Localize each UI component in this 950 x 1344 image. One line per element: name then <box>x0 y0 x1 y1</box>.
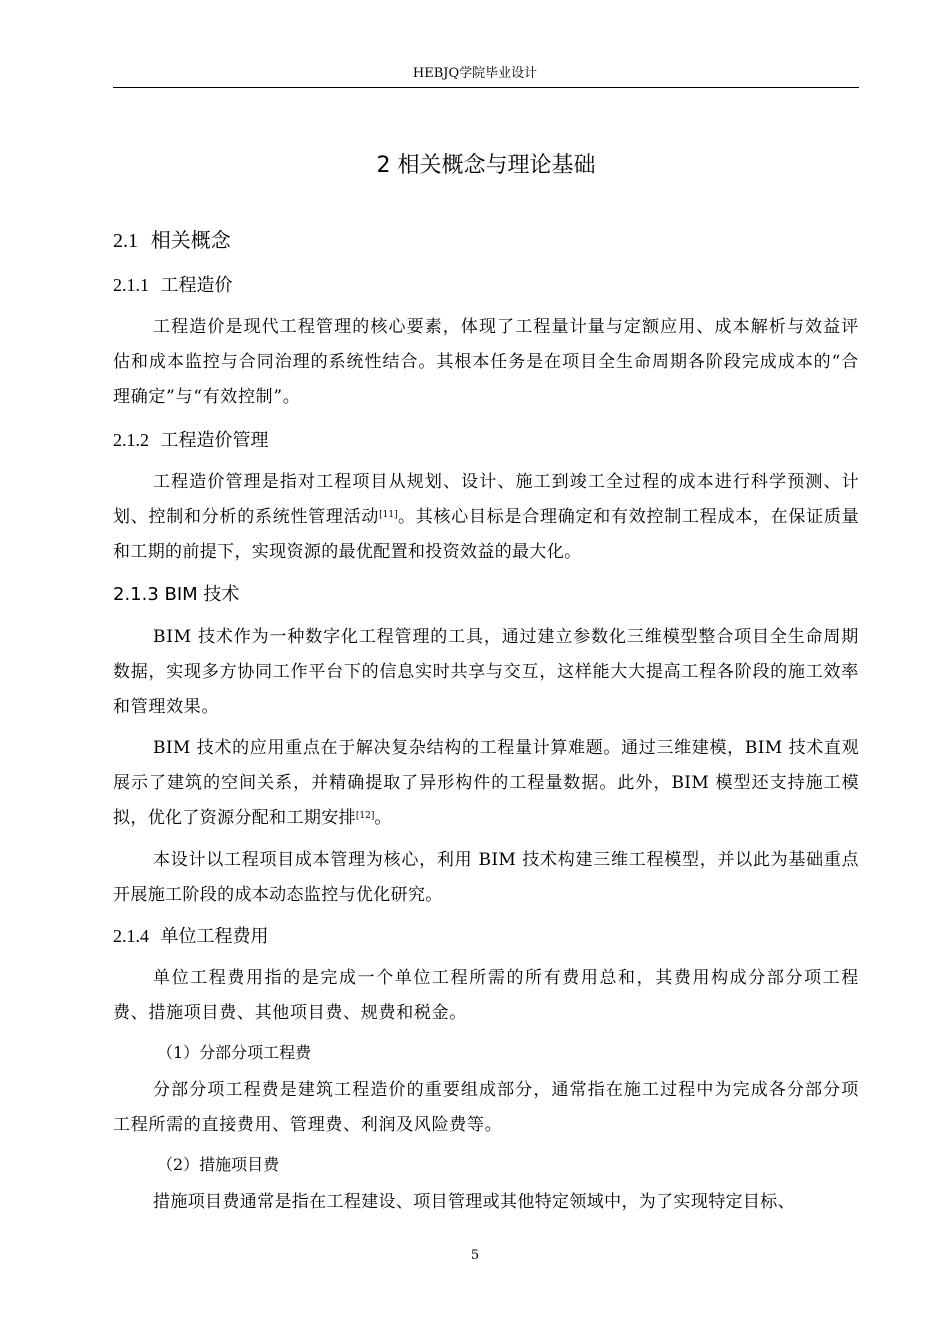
list-item-2: （2）措施项目费 <box>157 1155 280 1174</box>
running-header: HEBJQ学院毕业设计 <box>412 66 538 81</box>
paragraph-2-1-1: 工程造价是现代工程管理的核心要素，体现了工程量计量与定额应用、成本解析与效益评估和成本监控与合同治理的系统性结合。其根本任务是在项目全生命周期各阶段完成成本的“合理确定”与“有效控制”。 <box>113 317 859 407</box>
subsection-title: 工程造价管理 <box>160 430 269 451</box>
paragraph-2-1-4-a: 单位工程费用指的是完成一个单位工程所需的所有费用总和，其费用构成分部分项工程费、措施项目费、其他项目费、规费和税金。 <box>113 968 859 1023</box>
citation-ref: [12] <box>355 811 375 821</box>
subsection-number: 2.1.4 <box>113 926 149 946</box>
paragraph-text: 工程造价管理是指对工程项目从规划、设计、施工到竣工全过程的成本进行科学预测、计划、控制和分析的系统性管理活动 <box>113 472 859 527</box>
paragraph-2-1-3-b <box>113 731 859 836</box>
subsection-heading-2-1-1 <box>113 271 859 300</box>
subsection-heading-2-1-4 <box>113 922 859 951</box>
list-item-1: （1）分部分项工程费 <box>157 1043 312 1062</box>
chapter-title: 2 相关概念与理论基础 <box>376 153 596 178</box>
paragraph-text: BIM 技术的应用重点在于解决复杂结构的工程量计算难题。通过三维建模，BIM 技术直观展示了建筑的空间关系，并精确提取了异形构件的工程量数据。此外，BIM 模型还支持施工模拟，优化了资源分配和工期安排 <box>113 738 859 828</box>
paragraph-2-1-4-b: 分部分项工程费是建筑工程造价的重要组成部分，通常指在施工过程中为完成各分部分项工程所需的直接费用、管理费、利润及风险费等。 <box>113 1080 859 1135</box>
section-title: 相关概念 <box>150 228 231 252</box>
paragraph-2-1-2 <box>113 465 859 570</box>
paragraph-2-1-4-c: 措施项目费通常是指在工程建设、项目管理或其他特定领域中，为了实现特定目标、 <box>153 1192 795 1212</box>
section-number: 2.1 <box>113 230 138 252</box>
page-number: 5 <box>470 1248 480 1263</box>
subsection-heading-2-1-2 <box>113 426 859 455</box>
section-heading-2-1 <box>113 225 859 256</box>
header-divider <box>113 87 859 88</box>
paragraph-text: 。 <box>374 808 392 828</box>
subsection-title: 工程造价 <box>160 275 233 296</box>
paragraph-2-1-3-c: 本设计以工程项目成本管理为核心，利用 BIM 技术构建三维工程模型，并以此为基础重点开展施工阶段的成本动态监控与优化研究。 <box>113 850 859 905</box>
subsection-title: 单位工程费用 <box>160 926 269 947</box>
subsection-heading-2-1-3: 2.1.3 BIM 技术 <box>113 584 240 605</box>
paragraph-text: 。其核心目标是合理确定和有效控制工程成本，在保证质量和工期的前提下，实现资源的最优配置和投资效益的最大化。 <box>113 507 860 562</box>
subsection-number: 2.1.2 <box>113 430 149 450</box>
citation-ref: [11] <box>379 510 398 520</box>
paragraph-2-1-3-a: BIM 技术作为一种数字化工程管理的工具，通过建立参数化三维模型整合项目全生命周期数据，实现多方协同工作平台下的信息实时共享与交互，这样能大大提高工程各阶段的施工效率和管理效果。 <box>113 627 859 717</box>
subsection-number: 2.1.1 <box>113 275 149 295</box>
